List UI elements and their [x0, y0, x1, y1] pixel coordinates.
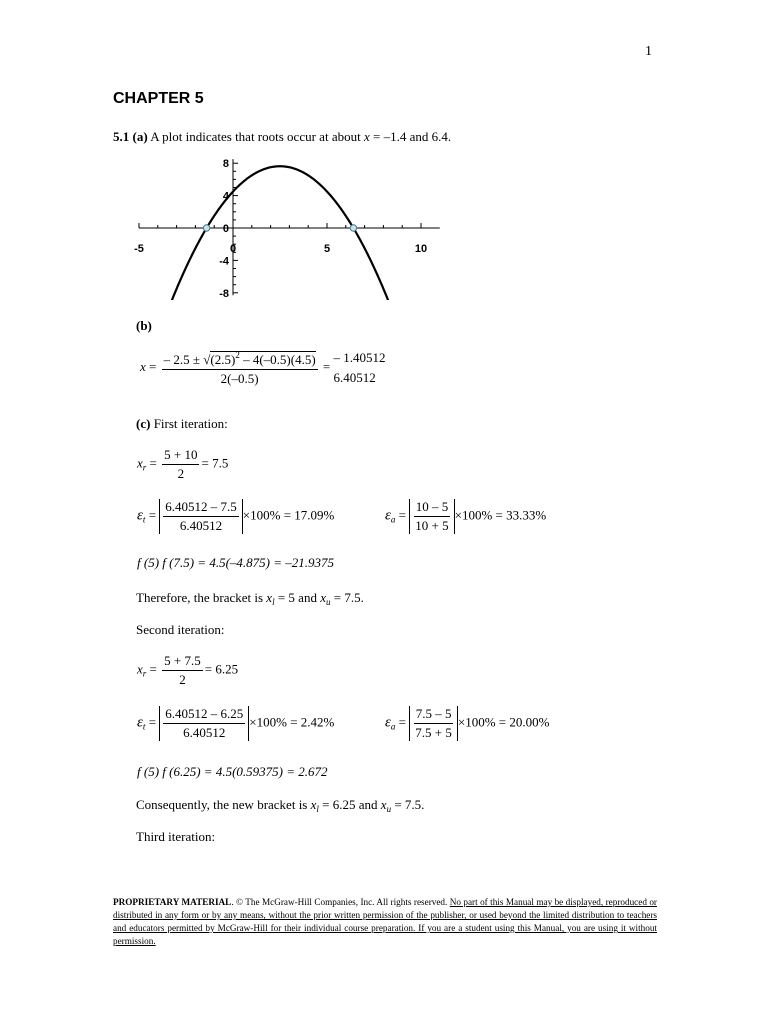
first-iteration-heading: (c) First iteration: [136, 416, 228, 431]
x-tick-label: -5 [134, 243, 144, 255]
chapter-title: CHAPTER 5 [113, 90, 204, 107]
third-iteration-heading: Third iteration: [136, 829, 216, 844]
y-tick-label: -4 [219, 255, 229, 268]
et-second: $\varepsilon_t$ = $\frac{6.40512 - 6.25}{6.40512}$ ×100% = 2.42% [137, 706, 335, 740]
y-tick-label: -8 [219, 287, 229, 300]
problem-intro [113, 129, 451, 145]
y-tick-label: 8 [222, 158, 229, 171]
part-b-label: (b) [136, 318, 152, 333]
y-tick-label: 4 [222, 190, 229, 203]
intro-text-a: A plot indicates that roots occur at about [150, 129, 364, 144]
intro-var: x [363, 129, 370, 144]
ea-second: $\varepsilon_a$ = $\frac{7.5 - 5}{7.5 + 5}$ ×100% = 20.00% [385, 706, 550, 740]
quadratic-fraction: $\frac{- 2.5 \pm √(2.5)^2 - 4(-0.5)(4.5)}{2(-0.5)}$ [163, 349, 316, 386]
x-tick-label: 10 [414, 243, 428, 255]
x-tick-label: 0 [229, 243, 237, 255]
page-number: 1 [645, 44, 652, 59]
x-tick-label: 5 [323, 243, 331, 255]
xr-second: $x_r$ = $\frac{5 + 7.5}{2}$ = 6.25 [137, 653, 239, 687]
root-marker [203, 225, 209, 231]
problem-number: 5.1 [113, 129, 130, 144]
f-product-second: f (5) f (6.25) = 4.5(0.59375) = 2.672 [137, 764, 328, 779]
bracket-first: Therefore, the bracket is $x_l = 5$ and $x_u = 7.5$. [136, 590, 364, 607]
bracket-second: Consequently, the new bracket is $x_l = 6.25$ and $x_u = 7.5$. [136, 797, 425, 814]
proprietary-footer: PROPRIETARY MATERIAL. © The McGraw-Hill Companies, Inc. All rights reserved. No part of this Manual may be displayed, reproduced or distributed in any form or by any means, without the prior written permission of the publisher, or used beyond the limited distribution to teachers and educators permitted by McGraw-Hill for their individual course preparation. If you are a student using this Manual, you are using it without permission. [113, 897, 657, 946]
quadratic-roots: – 1.40512 6.40512 [333, 350, 386, 385]
function-plot [130, 155, 440, 300]
part-a-label: (a) [132, 129, 148, 144]
second-iteration-heading: Second iteration: [136, 622, 225, 637]
intro-text-b: = –1.4 and 6.4. [369, 129, 452, 144]
xr-first: $x_r$ = $\frac{5 + 10}{2}$ = 7.5 [137, 447, 229, 481]
function-curve [165, 166, 394, 300]
et-first: $\varepsilon_t$ = $\frac{6.40512 - 7.5}{6.40512}$ ×100% = 17.09% [137, 499, 335, 533]
f-product-first: f (5) f (7.5) = 4.5(–4.875) = –21.9375 [137, 555, 334, 570]
quadratic-formula: x = $\frac{- 2.5 \pm √(2.5)^2 - 4(-0.5)(4.5)}{2(-0.5)}$ = – 1.40512 6.40512 [140, 348, 386, 388]
ea-first: $\varepsilon_a$ = $\frac{10 - 5}{10 + 5}$ ×100% = 33.33% [385, 499, 547, 533]
root-marker [350, 225, 356, 231]
y-tick-label: 0 [222, 223, 229, 235]
